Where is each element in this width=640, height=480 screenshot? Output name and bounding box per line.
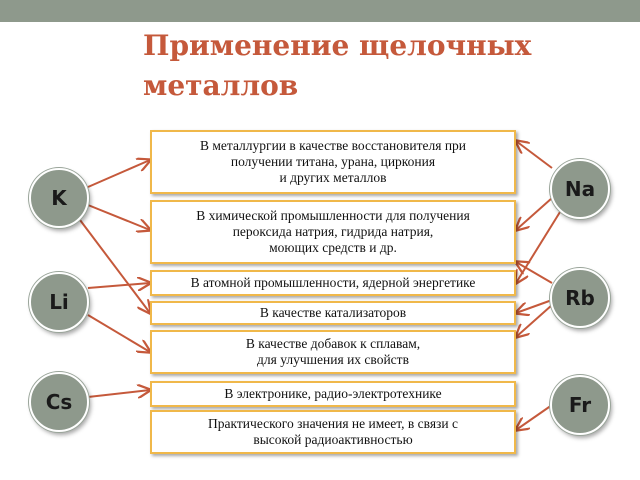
application-no-practical-use-text: Практического значения не имеет, в связи с высокой радиоактивностью bbox=[208, 416, 458, 447]
arrow-li-to-alloys bbox=[88, 315, 150, 352]
application-nuclear-energy bbox=[150, 270, 516, 296]
arrow-rb-to-alloys bbox=[516, 305, 552, 337]
slide-title: Применение щелочных металлов bbox=[143, 29, 532, 102]
element-li: Li bbox=[29, 272, 89, 332]
application-chemical-industry-text: В химической промышленности для получения пероксида натрия, гидрида натрия, моющих средств и др. bbox=[196, 208, 470, 255]
arrow-k-to-catalysts bbox=[80, 220, 150, 313]
arrow-na-to-nuclear bbox=[516, 212, 560, 283]
application-metallurgy-text: В металлургии в качестве восстановителя при получении титана, урана, циркония и других металлов bbox=[199, 138, 467, 185]
arrow-cs-to-electronics bbox=[88, 390, 150, 397]
arrow-na-to-metallurgy bbox=[516, 141, 552, 168]
arrow-na-to-chemical bbox=[516, 198, 552, 230]
arrow-li-to-nuclear bbox=[88, 283, 150, 288]
arrow-k-to-metallurgy bbox=[88, 160, 150, 187]
application-catalysts-text: В качестве катализаторов bbox=[259, 305, 407, 320]
element-fr: Fr bbox=[550, 375, 610, 435]
application-metallurgy bbox=[150, 130, 516, 194]
arrow-fr-to-no-practical-use bbox=[516, 405, 552, 430]
element-na: Na bbox=[550, 159, 610, 219]
element-cs: Cs bbox=[29, 372, 89, 432]
application-electronics-text: В электронике, радио-электротехнике bbox=[224, 386, 442, 401]
application-catalysts bbox=[150, 301, 516, 325]
element-rb: Rb bbox=[550, 268, 610, 328]
arrow-k-to-chemical bbox=[88, 205, 150, 230]
application-no-practical-use bbox=[150, 410, 516, 454]
application-chemical-industry bbox=[150, 200, 516, 264]
element-k: K bbox=[29, 168, 89, 228]
application-alloy-additives-text: В качестве добавок к сплавам, для улучшения их свойств bbox=[245, 336, 421, 367]
application-nuclear-energy-text: В атомной промышленности, ядерной энергетике bbox=[190, 275, 476, 290]
application-alloy-additives bbox=[150, 330, 516, 374]
application-electronics bbox=[150, 381, 516, 407]
